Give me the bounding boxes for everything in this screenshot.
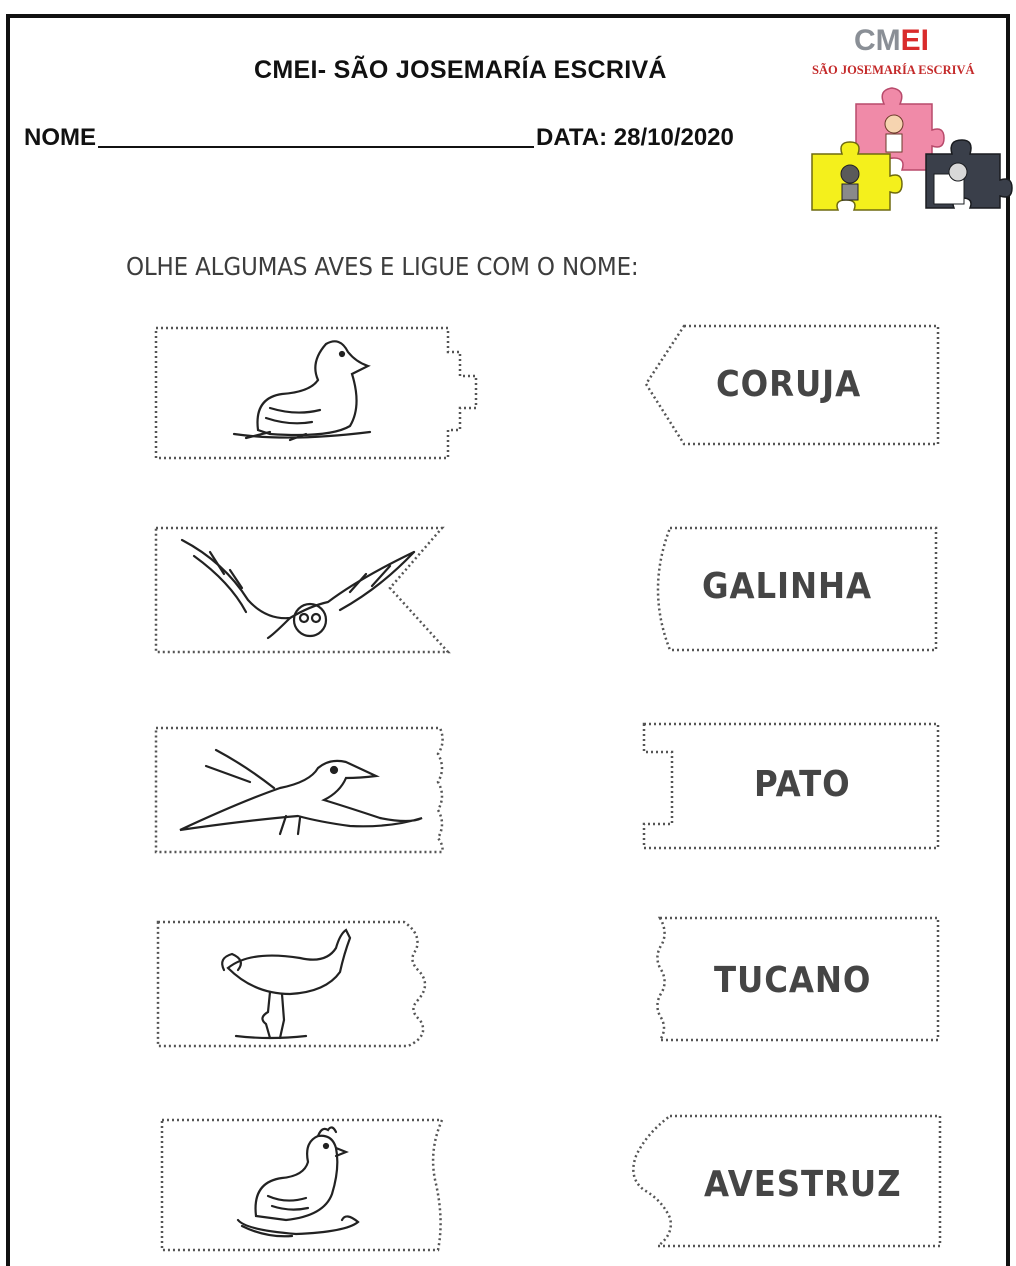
- name-label: NOME: [24, 124, 96, 151]
- date-label: DATA: 28/10/2020: [536, 124, 734, 151]
- picture-card-hen[interactable]: [156, 1112, 462, 1256]
- toucan-icon: [180, 750, 422, 834]
- hen-icon: [238, 1127, 358, 1236]
- picture-card-duck[interactable]: [150, 322, 486, 464]
- name-date-row: [24, 124, 734, 152]
- school-logo: [808, 24, 1014, 220]
- word-card-galinha[interactable]: [642, 522, 942, 656]
- logo-title: CMEI: [854, 24, 930, 57]
- word-card-pato[interactable]: [638, 718, 944, 854]
- picture-card-ostrich[interactable]: [150, 914, 462, 1054]
- instruction-text: OLHE ALGUMAS AVES E LIGUE COM O NOME:: [126, 252, 639, 281]
- name-blank-line: [98, 146, 534, 148]
- logo-subtitle: SÃO JOSEMARÍA ESCRIVÁ: [812, 63, 975, 77]
- school-title: CMEI- SÃO JOSEMARÍA ESCRIVÁ: [254, 56, 667, 84]
- puzzle-pieces-icon: [808, 24, 1014, 220]
- word-card-coruja[interactable]: [640, 320, 944, 450]
- owl-icon: [182, 540, 414, 638]
- word-label: TUCANO: [714, 960, 872, 1001]
- word-label: AVESTRUZ: [704, 1164, 902, 1205]
- word-label: CORUJA: [716, 364, 862, 405]
- word-card-tucano[interactable]: [650, 912, 944, 1046]
- ostrich-icon: [222, 930, 350, 1038]
- word-card-avestruz[interactable]: [622, 1110, 946, 1252]
- word-label: GALINHA: [702, 566, 872, 607]
- picture-card-toucan[interactable]: [150, 722, 456, 858]
- duck-icon: [234, 341, 370, 440]
- word-label: PATO: [754, 764, 851, 805]
- picture-card-owl[interactable]: [150, 522, 456, 660]
